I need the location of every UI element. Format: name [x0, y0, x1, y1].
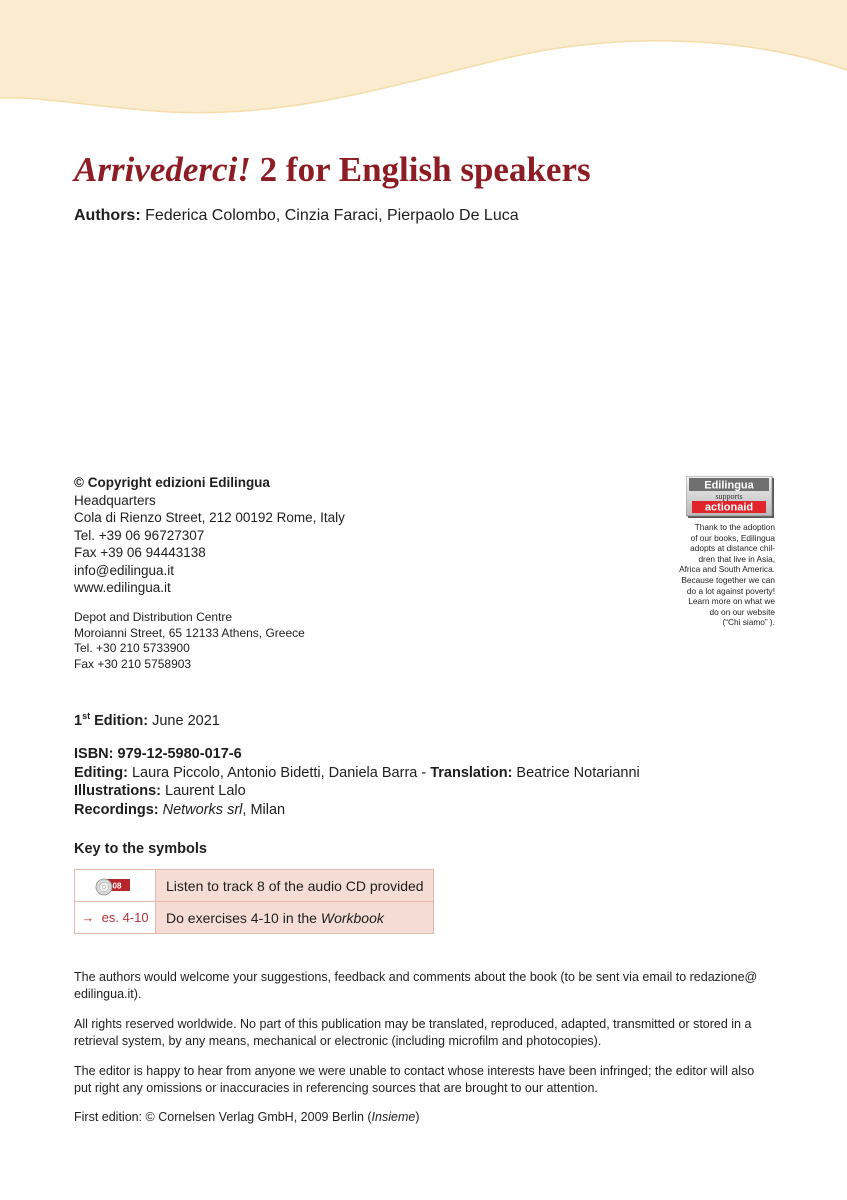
actionaid-caption — [650, 522, 775, 628]
copyright-line: Cola di Rienzo Street, 212 00192 Rome, Italy — [74, 510, 345, 525]
authors-names: Federica Colombo, Cinzia Faraci, Pierpaolo De Luca — [140, 207, 519, 224]
exercise-workbook: Workbook — [320, 909, 384, 926]
logo-supports: supports — [715, 492, 743, 501]
title-rest: 2 for English speakers — [250, 150, 591, 189]
copyright-line: Fax +39 06 94443138 — [74, 545, 206, 560]
edition-ordinal: 1 — [74, 712, 83, 729]
edition-value: June 2021 — [148, 712, 220, 729]
edition-line — [74, 711, 220, 729]
caption-line: dren that live in Asia, — [698, 553, 775, 564]
audio-symbol — [75, 870, 156, 901]
authors-line — [74, 207, 519, 225]
depot-line: Fax +30 210 5758903 — [74, 656, 192, 671]
website-link[interactable]: www.edilingua.it — [74, 580, 171, 595]
logo-partner: actionaid — [704, 501, 754, 514]
edition-sup: st — [82, 711, 91, 721]
copyright-heading: © Copyright edizioni Edilingua — [74, 475, 270, 490]
depot-line: Moroianni Street, 65 12133 Athens, Greece — [74, 625, 305, 640]
caption-line: of our books, Edilingua — [690, 532, 775, 543]
depot-block — [74, 610, 305, 672]
caption-line: Learn more on what we — [688, 596, 775, 607]
exercise-text: Do exercises 4-10 in the — [166, 909, 321, 926]
exercise-symbol — [75, 902, 156, 933]
editing-value: Laura Piccolo, Antonio Bidetti, Daniela Barra - — [127, 764, 431, 781]
caption-line: Thank to the adoption — [694, 522, 775, 532]
caption-line: adopts at distance chil- — [690, 543, 775, 554]
caption-line: (“Chi siamo” ). — [722, 617, 775, 628]
first-edition-title: Insieme — [371, 1110, 416, 1124]
copyright-line: Headquarters — [74, 492, 156, 508]
title-italic: Arrivederci! — [74, 150, 251, 189]
key-row-exercise — [75, 901, 433, 933]
email-link[interactable]: info@edilingua.it — [74, 562, 175, 578]
isbn: ISBN: 979-12-5980-017-6 — [74, 746, 242, 762]
track-number: 08 — [112, 881, 122, 890]
copyright-block — [74, 474, 345, 597]
copyright-line: Tel. +39 06 96727307 — [74, 527, 205, 543]
translation-label: Translation: — [430, 764, 513, 781]
key-row-audio — [75, 870, 433, 901]
first-edition-post: ) — [415, 1110, 420, 1124]
edition-label: Edition: — [90, 712, 149, 729]
caption-line: do on our website — [709, 606, 775, 617]
translation-value: Beatrice Notarianni — [512, 764, 640, 781]
first-edition-line — [74, 1109, 774, 1126]
feedback-paragraph: The authors would welcome your suggestions, feedback and comments about the book (to be sent via email to redazione@ edilingua.it). — [74, 970, 758, 1001]
header-wave — [0, 0, 847, 130]
audio-description: Listen to track 8 of the audio CD provided — [166, 877, 424, 894]
recordings-label: Recordings: — [74, 801, 159, 818]
arrow-right-icon: → — [81, 910, 95, 925]
illustrations-label: Illustrations: — [74, 783, 162, 799]
recordings-value: , Milan — [242, 801, 286, 818]
caption-line: do a lot against poverty! — [686, 585, 775, 596]
credits-block — [74, 745, 640, 819]
exercise-description — [156, 902, 433, 933]
editing-label: Editing: — [74, 764, 128, 781]
editor-paragraph: The editor is happy to hear from anyone we were unable to contact whose interests have been infringed; the editor will also put right any omissions or inaccuracies in referencing sources that are brought to our attention. — [74, 1064, 755, 1095]
illustrations-value: Laurent Lalo — [161, 783, 246, 799]
depot-line: Depot and Distribution Centre — [74, 610, 233, 624]
cd-icon — [94, 876, 136, 896]
first-edition-pre: First edition: © Cornelsen Verlag GmbH, 2009 Berlin ( — [74, 1110, 372, 1124]
key-table — [74, 869, 434, 934]
authors-label: Authors: — [74, 207, 141, 224]
caption-line: Because together we can — [681, 574, 775, 585]
rights-paragraph: All rights reserved worldwide. No part of this publication may be translated, reproduced, adapted, transmitted or stored in a retrieval system, by any means, mechanical or electronic (including microfilm and photocopies). — [74, 1017, 752, 1048]
exercise-ref: es. 4-10 — [101, 910, 149, 925]
actionaid-logo — [686, 476, 774, 518]
key-heading: Key to the symbols — [74, 841, 207, 857]
caption-line: Africa and South America. — [679, 564, 775, 575]
book-title — [74, 150, 591, 190]
depot-line: Tel. +30 210 5733900 — [74, 641, 190, 655]
logo-brand: Edilingua — [704, 479, 754, 492]
recordings-company: Networks srl — [158, 801, 243, 818]
